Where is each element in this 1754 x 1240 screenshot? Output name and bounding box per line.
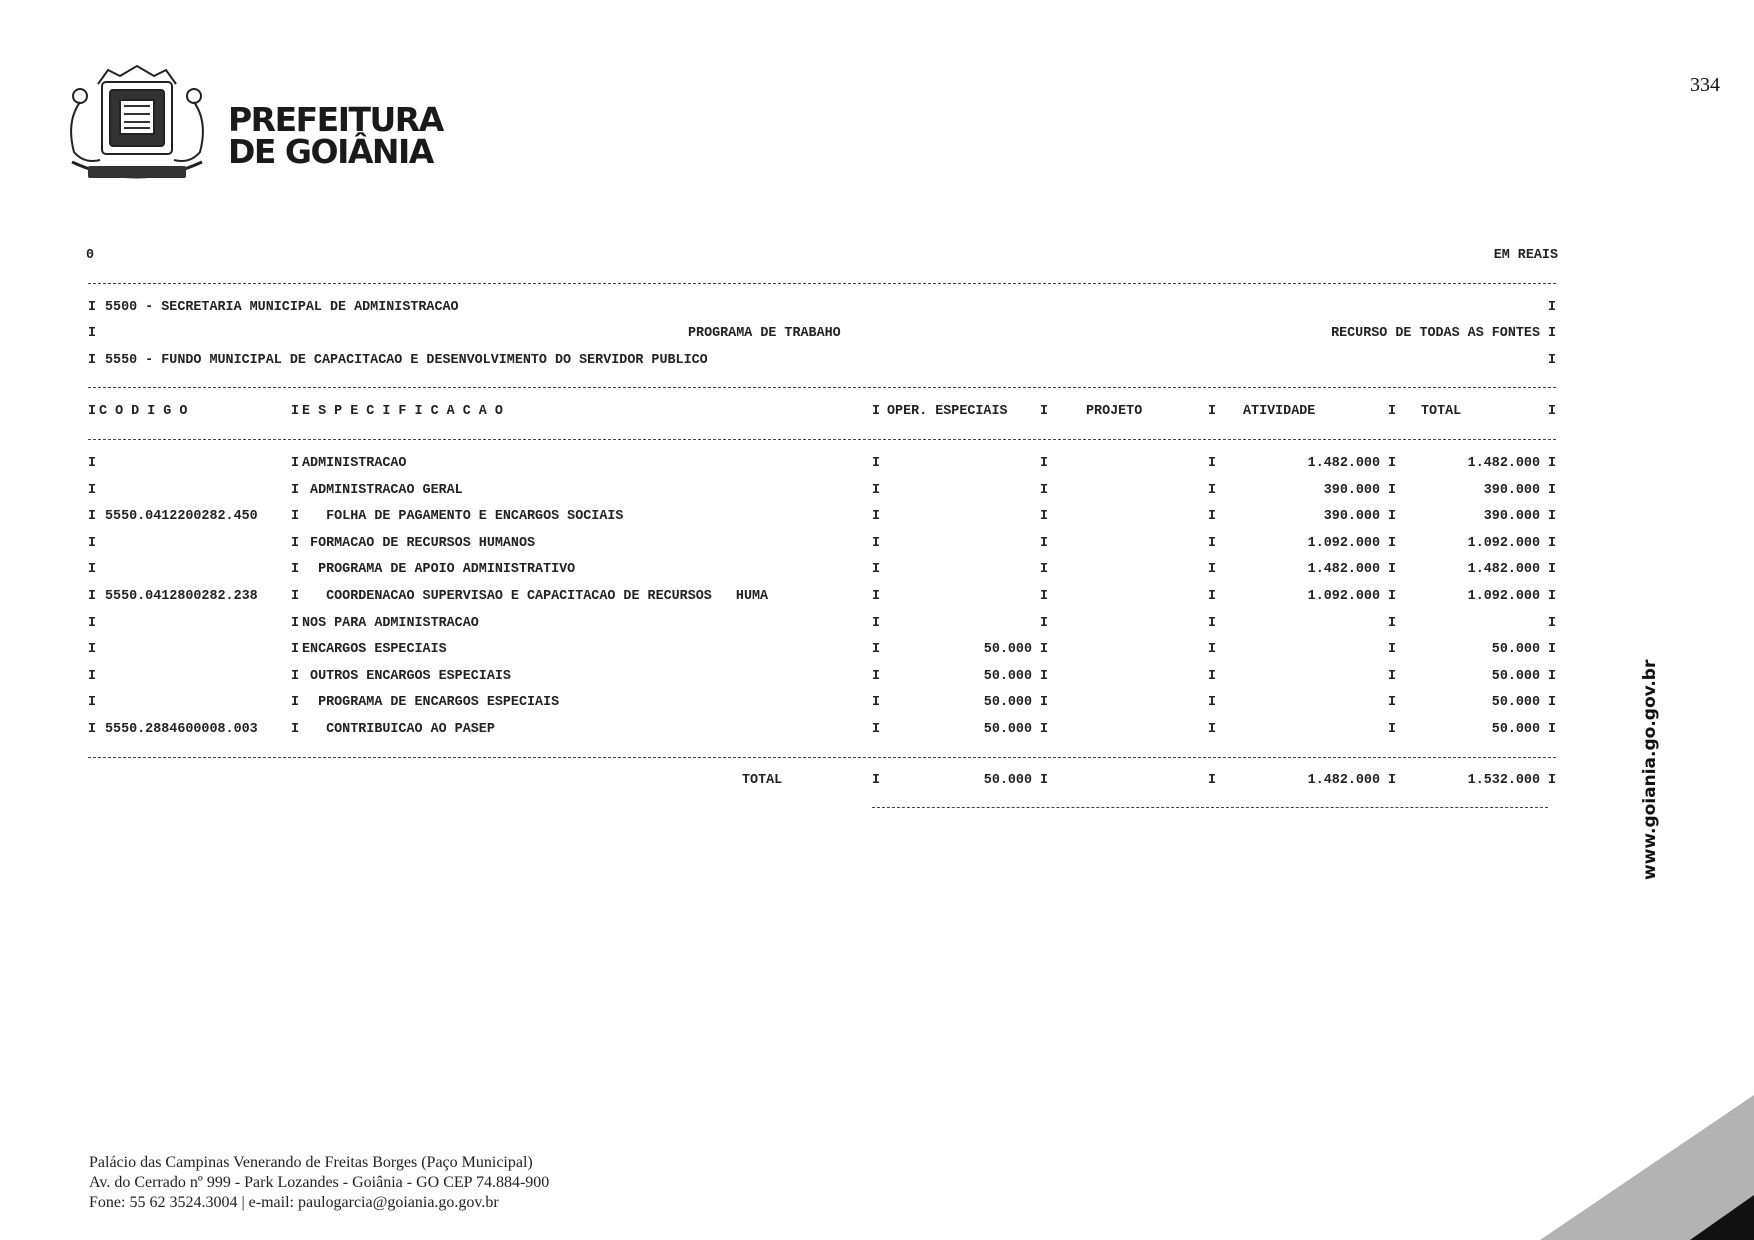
column-separator: I [88,509,97,525]
column-separator: I [872,509,881,525]
brand-line-2: DE GOIÂNIA [228,132,433,171]
table-row [88,690,1588,717]
unit-line: 5550 - FUNDO MUNICIPAL DE CAPACITACAO E DESENVOLVIMENTO DO SERVIDOR PUBLICO [105,352,708,368]
column-separator: I [1208,588,1217,604]
column-separator: I [1208,615,1217,631]
column-separator: I [872,535,881,551]
column-separator: I [1548,642,1557,658]
column-separator: I [1208,455,1217,471]
org-line: 5500 - SECRETARIA MUNICIPAL DE ADMINISTRACAO [105,299,459,315]
column-separator: I [1388,695,1397,711]
cell-oper: 50.000 [983,642,1032,658]
column-separator: I [88,588,97,604]
cell-especificacao: CONTRIBUICAO AO PASEP [302,721,495,737]
column-separator: I [872,668,881,684]
column-separator: I [1040,642,1049,658]
table-row [88,557,1588,584]
totals-row: TOTAL I 50.000 I I 1.482.000 I 1.532.000 I [88,768,1588,795]
column-separator: I [1388,721,1397,737]
table-row [88,611,1588,638]
column-separator: I [1548,455,1557,471]
divider [872,807,1548,808]
cell-especificacao: ENCARGOS ESPECIAIS [302,642,447,658]
corner-decoration [1540,1095,1754,1240]
column-separator: I [291,509,300,525]
cell-total: 1.092.000 [1467,588,1540,604]
cell-codigo: 5550.0412800282.238 [105,588,258,604]
cell-total: 50.000 [1491,642,1540,658]
cell-atividade: 390.000 [1323,482,1380,498]
col-oper: OPER. ESPECIAIS [887,404,1008,420]
cell-especificacao: ADMINISTRACAO GERAL [302,482,463,498]
column-separator: I [291,695,300,711]
col-especificacao: E S P E C I F I C A C A O [302,404,503,420]
cell-especificacao: FOLHA DE PAGAMENTO E ENCARGOS SOCIAIS [302,509,624,525]
program-title: PROGRAMA DE TRABAHO [688,326,841,342]
column-separator: I [1548,615,1557,631]
column-separator: I [1388,562,1397,578]
col-projeto: PROJETO [1086,404,1143,420]
table-row [88,637,1588,664]
column-separator: I [1548,482,1557,498]
divider [88,387,1556,388]
column-separator: I [1208,695,1217,711]
column-separator: I [88,695,97,711]
cell-atividade: 1.482.000 [1307,562,1380,578]
cell-especificacao: PROGRAMA DE ENCARGOS ESPECIAIS [302,695,560,711]
column-separator: I [1548,562,1557,578]
column-separator: I [872,482,881,498]
column-separator: I [1208,642,1217,658]
column-separator: I [1040,721,1049,737]
divider [88,283,1556,284]
column-separator: I [1040,482,1049,498]
coat-of-arms-logo [58,62,216,192]
cell-oper: 50.000 [983,695,1032,711]
column-separator: I [291,562,300,578]
divider [88,439,1556,440]
website-url: www.goiania.go.gov.br [1640,659,1660,880]
cell-atividade: 1.092.000 [1307,588,1380,604]
column-separator: I [88,535,97,551]
cell-atividade: 1.092.000 [1307,535,1380,551]
cell-especificacao: NOS PARA ADMINISTRACAO [302,615,479,631]
column-separator: I [1040,668,1049,684]
column-separator: I [291,588,300,604]
column-separator: I [1388,668,1397,684]
column-separator: I [1040,695,1049,711]
column-separator: I [1040,615,1049,631]
budget-report: 0 EM REAIS I 5500 - SECRETARIA MUNICIPAL DE ADMINISTRACAO I I PROGRAMA DE TRABAHO RECURSO DE TODAS AS FONTES I I 5550 - FUNDO MUNICIPAL DE CAPACITACAO E DESENVOLVIMENTO DO SERVIDOR PUBLICO I I C O D I G O I E S P E C I F I C A C A O I OPER. ESPECIAIS I PROJETO I ATIVIDADE I TOTAL I I I ADMINISTRACAO I I I 1.482.000 I 1.482.000 I I I ADMINISTRACAO GERAL I I I 390.000 I 390.000 I I 5550.0412200282.450 I FOLHA DE PAGAMENTO E ENCARGOS SOCIAIS I I I 390.000 I 390.000 I I I FORMACAO DE RECURSOS HUMANOS I I I 1.092.000 I 1.092.000 I I I PROGRAMA DE APOIO ADMINISTRATIVO I I I 1.482.000 I 1.482.000 I I 5550.0412800282.238 I COORDENACAO SUPERVISAO E CAPACITACAO DE RECURSOS HUMA I I I 1.092.000 I 1.092.000 I I I NOS PARA ADMINISTRACAO I I I I I I I ENCARGOS ESPECIAIS I 50.000 I I I 50.000 I I I OUTROS ENCARGOS ESPECIAIS I 50.000 I I I 50.000 I I I PROGRAMA DE ENCARGOS ESPECIAIS I 50.000 I I I 50.000 I I 5550.2884600008.003 I CONTRIBUICAO AO PASEP I 50.000 I I I 50.000 I TOTAL I 50.000 I I 1.482.000 I 1.532.000 I [88,243,1588,819]
column-separator: I [1208,509,1217,525]
column-separator: I [291,721,300,737]
column-separator: I [1548,668,1557,684]
page-number: 334 [1690,74,1720,96]
cell-total: 1.482.000 [1467,562,1540,578]
table-row [88,531,1588,558]
column-separator: I [291,642,300,658]
cell-total: 390.000 [1483,509,1540,525]
cell-total: 1.092.000 [1467,535,1540,551]
totals-total: 1.532.000 [1467,772,1540,788]
column-separator: I [88,615,97,631]
table-row [88,584,1588,611]
cell-atividade: 390.000 [1323,509,1380,525]
col-total: TOTAL [1421,404,1462,420]
column-separator: I [1208,562,1217,578]
table-row [88,717,1588,744]
column-separator: I [1388,535,1397,551]
column-separator: I [1040,562,1049,578]
column-separator: I [1548,695,1557,711]
totals-label: TOTAL [742,772,783,788]
column-separator: I [1040,509,1049,525]
column-separator: I [1040,455,1049,471]
brand-name [228,100,443,171]
col-codigo: C O D I G O [99,404,188,420]
column-separator: I [1548,535,1557,551]
column-separator: I [872,562,881,578]
column-separator: I [1548,509,1557,525]
cell-codigo: 5550.2884600008.003 [105,721,258,737]
cell-especificacao: COORDENACAO SUPERVISAO E CAPACITACAO DE RECURSOS HUMA [302,588,769,604]
cell-oper: 50.000 [983,668,1032,684]
column-separator: I [1388,642,1397,658]
column-separator: I [1208,482,1217,498]
table-row [88,504,1588,531]
column-separator: I [1388,482,1397,498]
cell-total: 50.000 [1491,721,1540,737]
column-separator: I [88,562,97,578]
cell-codigo: 5550.0412200282.450 [105,509,258,525]
footer-address [89,1153,549,1213]
table-row [88,478,1588,505]
column-separator: I [872,642,881,658]
cell-especificacao: FORMACAO DE RECURSOS HUMANOS [302,535,536,551]
column-separator: I [291,668,300,684]
cell-especificacao: OUTROS ENCARGOS ESPECIAIS [302,668,511,684]
column-separator: I [1208,721,1217,737]
cell-total: 50.000 [1491,668,1540,684]
cell-total: 390.000 [1483,482,1540,498]
cell-especificacao: ADMINISTRACAO [302,455,407,471]
cell-total: 1.482.000 [1467,455,1540,471]
column-separator: I [88,668,97,684]
footer-line-3: Fone: 55 62 3524.3004 | e-mail: paulogarcia@goiania.go.gov.br [89,1194,499,1211]
column-separator: I [1208,535,1217,551]
column-separator: I [1388,455,1397,471]
resource-title: RECURSO DE TODAS AS FONTES [1331,326,1540,342]
column-separator: I [291,535,300,551]
column-separator: I [872,588,881,604]
column-separator: I [1388,615,1397,631]
divider [88,757,1556,758]
column-separator: I [872,455,881,471]
brand-line-1: PREFEITURA [228,100,443,139]
column-separator: I [88,482,97,498]
column-separator: I [872,695,881,711]
totals-atividade: 1.482.000 [1307,772,1380,788]
cell-total: 50.000 [1491,695,1540,711]
column-separator: I [1388,509,1397,525]
column-separator: I [872,721,881,737]
col-atividade: ATIVIDADE [1243,404,1316,420]
currency-label: EM REAIS [1493,248,1558,263]
table-header: I C O D I G O I E S P E C I F I C A C A O I OPER. ESPECIAIS I PROJETO I ATIVIDADE I TOTAL I [88,399,1588,426]
column-separator: I [88,642,97,658]
column-separator: I [1040,588,1049,604]
cell-especificacao: PROGRAMA DE APOIO ADMINISTRATIVO [302,562,576,578]
column-separator: I [291,455,300,471]
column-separator: I [88,455,97,471]
table-row [88,664,1588,691]
column-separator: I [1040,535,1049,551]
column-separator: I [291,482,300,498]
cell-atividade: 1.482.000 [1307,455,1380,471]
totals-oper: 50.000 [983,772,1032,788]
report-top-left: 0 [86,248,95,263]
footer-line-2: Av. do Cerrado nº 999 - Park Lozandes - Goiânia - GO CEP 74.884-900 [89,1174,550,1191]
table-body [88,451,1588,744]
column-separator: I [1208,668,1217,684]
cell-oper: 50.000 [983,721,1032,737]
column-separator: I [872,615,881,631]
column-separator: I [291,615,300,631]
column-separator: I [1548,588,1557,604]
footer-line-1: Palácio das Campinas Venerando de Freitas Borges (Paço Municipal) [89,1154,533,1171]
column-separator: I [88,721,97,737]
column-separator: I [1548,721,1557,737]
column-separator: I [1388,588,1397,604]
table-row [88,451,1588,478]
